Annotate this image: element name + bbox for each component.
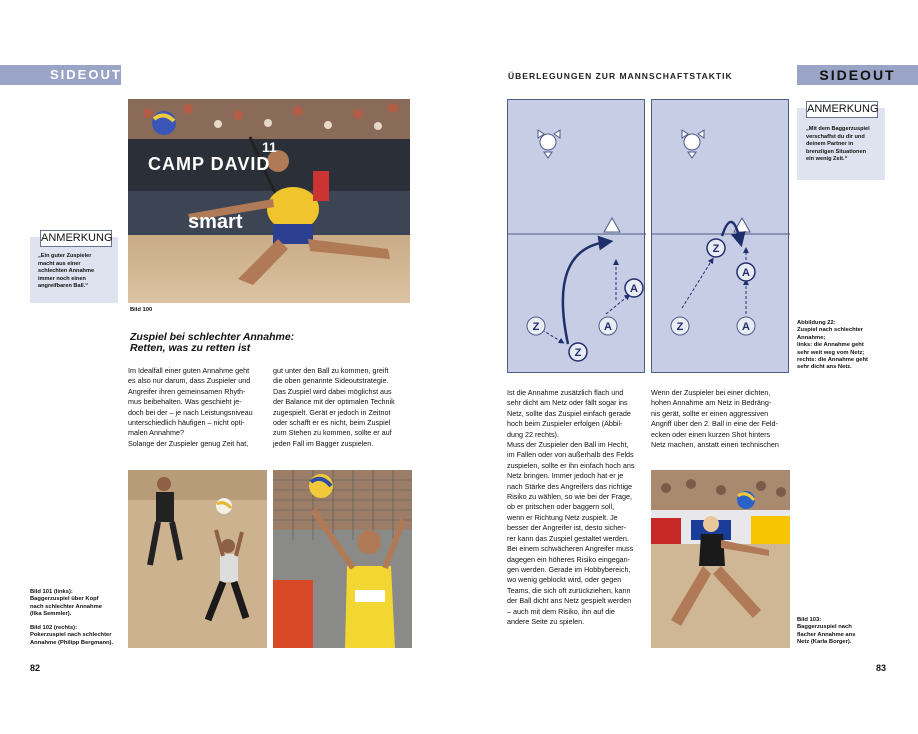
right-page-number: 83 [876,663,887,673]
label-a-2: A [630,283,638,295]
label-a-4: A [742,267,750,279]
running-head: ÜBERLEGUNGEN ZUR MANNSCHAFTSTAKTIK [508,71,733,81]
right-note-text: „Mit dem Baggerzuspiel verschaffst du dir und deinem Partner in brenzligen Situationen ein wenig Zeit.“ [806,126,870,163]
left-page-number: 82 [30,663,41,673]
banner-text-camp-david: CAMP DAVID [148,154,271,174]
right-text-column-1: Ist die Annahme zusätzlich flach und sehr dicht am Netz oder fällt sogar ins Netz, sollte das Zuspiel einfach gerade hoch beim Zuspieler erfolgen (Abbil- dung 22 rechts). Muss der Zuspieler den Ball im Hecht, im Fallen oder von außerhalb des Felds zuspielen, sollte er ihn einfach hoch ans Netz bringen. Immer jedoch hat er je nach Stärke des Angreifers das richtige Risiko zu wählen, so wie bei der Frage, ob er pritschen oder baggern soll, wenn er Richtung Netz zuspielt. Je besser der Angreifer ist, desto sicher- rer kann das Zuspiel gestaltet werden. Bei einem schwächeren Angreifer muss dagegen ein höheres Risiko eingegan- gen werden. Gerade im Hobbybereich, wo wenig geblockt wird, oder gegen Teams, die sich oft zurückziehen, kann der Ball dicht ans Netz gespielt werden – auch mit dem Risiko, ihn auf die andere Seite zu spielen. [507,388,635,626]
left-note-label: ANMERKUNG [40,230,112,247]
photo-bild-101-image [128,470,267,648]
diagram-left-court [507,99,645,373]
caption-bild-103: Bild 103: Baggerzuspiel nach flacher Annahme ans Netz (Karla Borger). [797,617,856,646]
diagram-left-svg [508,100,646,374]
diagram-right-svg [652,100,790,374]
right-text-column-2: Wenn der Zuspieler bei einer dichten, hohen Annahme am Netz in Bedräng- nis gerät, sollte er einen aggressiven Angriff über den 2. Ball in eine der Feld- ecken oder einen kurzen Shot hinters Netz machen, anstatt einen technischen [651,388,779,450]
photo-bild-103-image [651,470,790,648]
section-heading: Zuspiel bei schlechter Annahme: Retten, was zu retten ist [130,331,295,354]
caption-abbildung-22: Abbildung 22: Zuspiel nach schlechter Annahme; links: die Annahme geht sehr weit weg vom Netz; rechts: die Annahme geht sehr dicht ans Netz. [797,320,868,371]
label-z-2: Z [574,347,582,359]
photo-bild-102-image [273,470,412,648]
caption-bild-100: Bild 100 [130,307,153,313]
photo-bild-102 [273,470,412,648]
jersey-number: 11 [262,139,277,155]
label-a-1: A [604,321,612,333]
caption-bild-102: Bild 102 (rechts): Pokerzuspiel nach schlechter Annahme (Philipp Bergmann). [30,625,114,646]
label-a-3: A [742,321,750,333]
diagram-right-court [651,99,789,373]
server-icon-left [538,130,560,158]
photo-bild-101 [128,470,267,648]
banner-text-smart: smart [188,211,243,233]
photo-bild-103 [651,470,790,648]
left-section-title: SIDEOUT [50,67,122,82]
label-z-4: Z [712,243,720,255]
ball-marker-left [604,218,620,232]
label-z-3: Z [676,321,684,333]
right-section-title: SIDEOUT [797,65,918,85]
left-note-text: „Ein guter Zuspieler macht aus einer schlechten Annahme immer noch einen angreifbaren Ball.“ [38,253,95,290]
caption-bild-101: Bild 101 (links): Baggerzuspiel über Kopf nach schlechter Annahme (Ilka Semmler). [30,589,102,618]
server-icon-right [682,130,704,158]
photo-bild-100 [128,99,410,303]
left-text-column-1: Im Idealfall einer guten Annahme geht es also nur darum, dass Zuspieler und Angreifer ihren gemeinsamen Rhyth- mus beibehalten. Was geschieht je- doch bei der – je nach Leistungsniveau unterschiedlich häufigen – nicht opti- malen Annahme? Solange der Zuspieler genug Zeit hat, [128,366,253,448]
photo-bild-100-image [128,99,410,303]
label-z-1: Z [532,321,540,333]
left-text-column-2: gut unter den Ball zu kommen, greift die oben genannte Sideoutstrategie. Das Zuspiel wird dabei möglichst aus der Balance mit der optimalen Technik zugespielt. Gerät er jedoch in Zeitnot oder schafft er es nicht, beim Zuspiel zum Stehen zu kommen, sollte er auf jeden Fall im Bagger zuspielen. [273,366,395,448]
right-note-label: ANMERKUNG [806,101,878,118]
